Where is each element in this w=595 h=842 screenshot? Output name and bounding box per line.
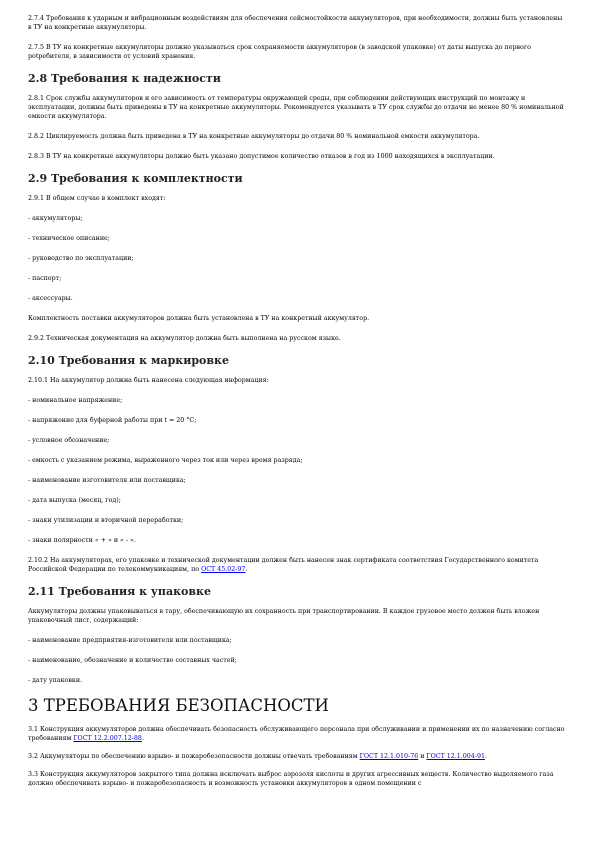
list-item: - руководство по эксплуатации;: [28, 255, 134, 262]
paragraph-text: 2.10.2 На аккумуляторах, его упаковке и технической документации должен быть нанесен знак сертификата соответствия Государственного комитета Российской Федерации по телекоммуникациям, по: [28, 557, 539, 573]
paragraph-2-7-4: 2.7.4 Требования к ударным и вибрационным воздействиям для обеспечения сейсмостойкости аккумуляторов, при необходимости, должны быть установлены в ТУ на конкретные аккумуляторы.: [28, 15, 563, 31]
paragraph-2-8-3: 2.8.3 В ТУ на конкретные аккумуляторы должно быть указано допустимое количество отказов в год из 1000 находящихся в эксплуатации.: [28, 153, 495, 160]
paragraph-3-1: [28, 725, 566, 743]
heading-2-9: 2.9 Требования к комплектности: [28, 172, 243, 185]
list-item: - номинальное напряжение;: [28, 397, 123, 404]
paragraph-3-3: 3.3 Конструкция аккумуляторов закрытого типа должна исключать выброс аэрозоля кислоты и других агрессивных веществ. Количество выделяемого газа должно обеспечивать взрыво- и пожаробезопасность и возможность установки аккумуляторов в одном помещении с: [28, 771, 554, 787]
paragraph-2-11: Аккумуляторы должны упаковываться в тару, обеспечивающую их сохранность при транспортировании. В каждое грузовое место должен быть вложен упаковочный лист, содержащий:: [28, 608, 540, 624]
paragraph-2-9-tail: Комплектность поставки аккумуляторов должна быть установлена в ТУ на конкретный аккумулятор.: [28, 315, 370, 322]
paragraph-2-10-1: 2.10.1 На аккумулятор должна быть нанесена следующая информация:: [28, 377, 269, 384]
list-item: - емкость с указанием режима, выраженного через ток или через время разряда;: [28, 457, 303, 464]
paragraph-text: 3.1 Конструкция аккумуляторов должна обеспечивать безопасность обслуживающего персонала при обслуживании и применении их по назначению согласно требованиям: [28, 726, 565, 742]
list-item: - условное обозначение;: [28, 437, 110, 444]
ost-45-02-97-link[interactable]: ОСТ 45.02-97: [201, 566, 246, 573]
heading-2-11: 2.11 Требования к упаковке: [28, 585, 211, 598]
list-item: - напряжение для буферной работы при t = 20 °С;: [28, 417, 197, 424]
list-item: - аккумуляторы;: [28, 215, 83, 222]
paragraph-2-10-2: [28, 556, 566, 574]
paragraph-text: .: [484, 753, 487, 760]
paragraph-text: .: [141, 735, 144, 742]
list-item: - наименование изготовителя или поставщика;: [28, 477, 186, 484]
gost-12-2-007-12-88-link[interactable]: ГОСТ 12.2.007.12-88: [73, 735, 142, 742]
paragraph-2-7-5: 2.7.5 В ТУ на конкретные аккумуляторы должно указываться срок сохраняемости аккумуляторов (в заводской упаковке) от даты выпуска до первого potребителя, в зависимости от условий хранения.: [28, 44, 531, 60]
paragraph-text: и: [418, 753, 427, 760]
paragraph-2-9-2: 2.9.2 Техническая документация на аккумулятор должна быть выполнена на русском языке.: [28, 335, 341, 342]
gost-12-1-004-91-link[interactable]: ГОСТ 12.1.004-91: [426, 753, 485, 760]
paragraph-text: .: [245, 566, 248, 573]
paragraph-2-8-1: 2.8.1 Срок службы аккумуляторов и его зависимость от температуры окружающей среды, при соблюдении действующих инструкций по монтажу и эксплуатации, должны быть приведены в ТУ на конкретные аккумуляторы. Рекомендуется указывать в ТУ срок службы до отдачи не менее 80 % номинальной емкости аккумулятора.: [28, 95, 564, 120]
gost-12-1-010-76-link[interactable]: ГОСТ 12.1.010-76: [359, 753, 419, 760]
heading-section-3: 3 ТРЕБОВАНИЯ БЕЗОПАСНОСТИ: [28, 696, 329, 715]
paragraph-2-8-2: 2.8.2 Циклируемость должна быть приведена в ТУ на конкретные аккумуляторы до отдачи 80 % номинальной емкости аккумулятора.: [28, 133, 480, 140]
list-item: - техническое описание;: [28, 235, 110, 242]
heading-2-10: 2.10 Требования к маркировке: [28, 354, 229, 367]
document-page: [28, 14, 566, 799]
list-item: - наименование предприятия-изготовителя или поставщика;: [28, 637, 232, 644]
paragraph-text: 3.2 Аккумуляторы по обеспечению взрыво- и пожаробезопасности должны отвечать требованиям: [28, 753, 360, 760]
list-item: - наименование, обозначение и количество составных частей;: [28, 657, 237, 664]
list-item: - аксессуары.: [28, 295, 73, 302]
heading-2-8: 2.8 Требования к надежности: [28, 72, 221, 85]
paragraph-2-9-1: 2.9.1 В общем случае в комплект входят:: [28, 195, 166, 202]
list-item: - знаки полярности « + » и « - ».: [28, 537, 136, 544]
list-item: - паспорт;: [28, 275, 62, 282]
list-item: - дата выпуска (месяц, год);: [28, 497, 121, 504]
list-item: - дату упаковки.: [28, 677, 83, 684]
list-item: - знаки утилизации и вторичной переработки;: [28, 517, 184, 524]
paragraph-3-2: [28, 752, 566, 761]
